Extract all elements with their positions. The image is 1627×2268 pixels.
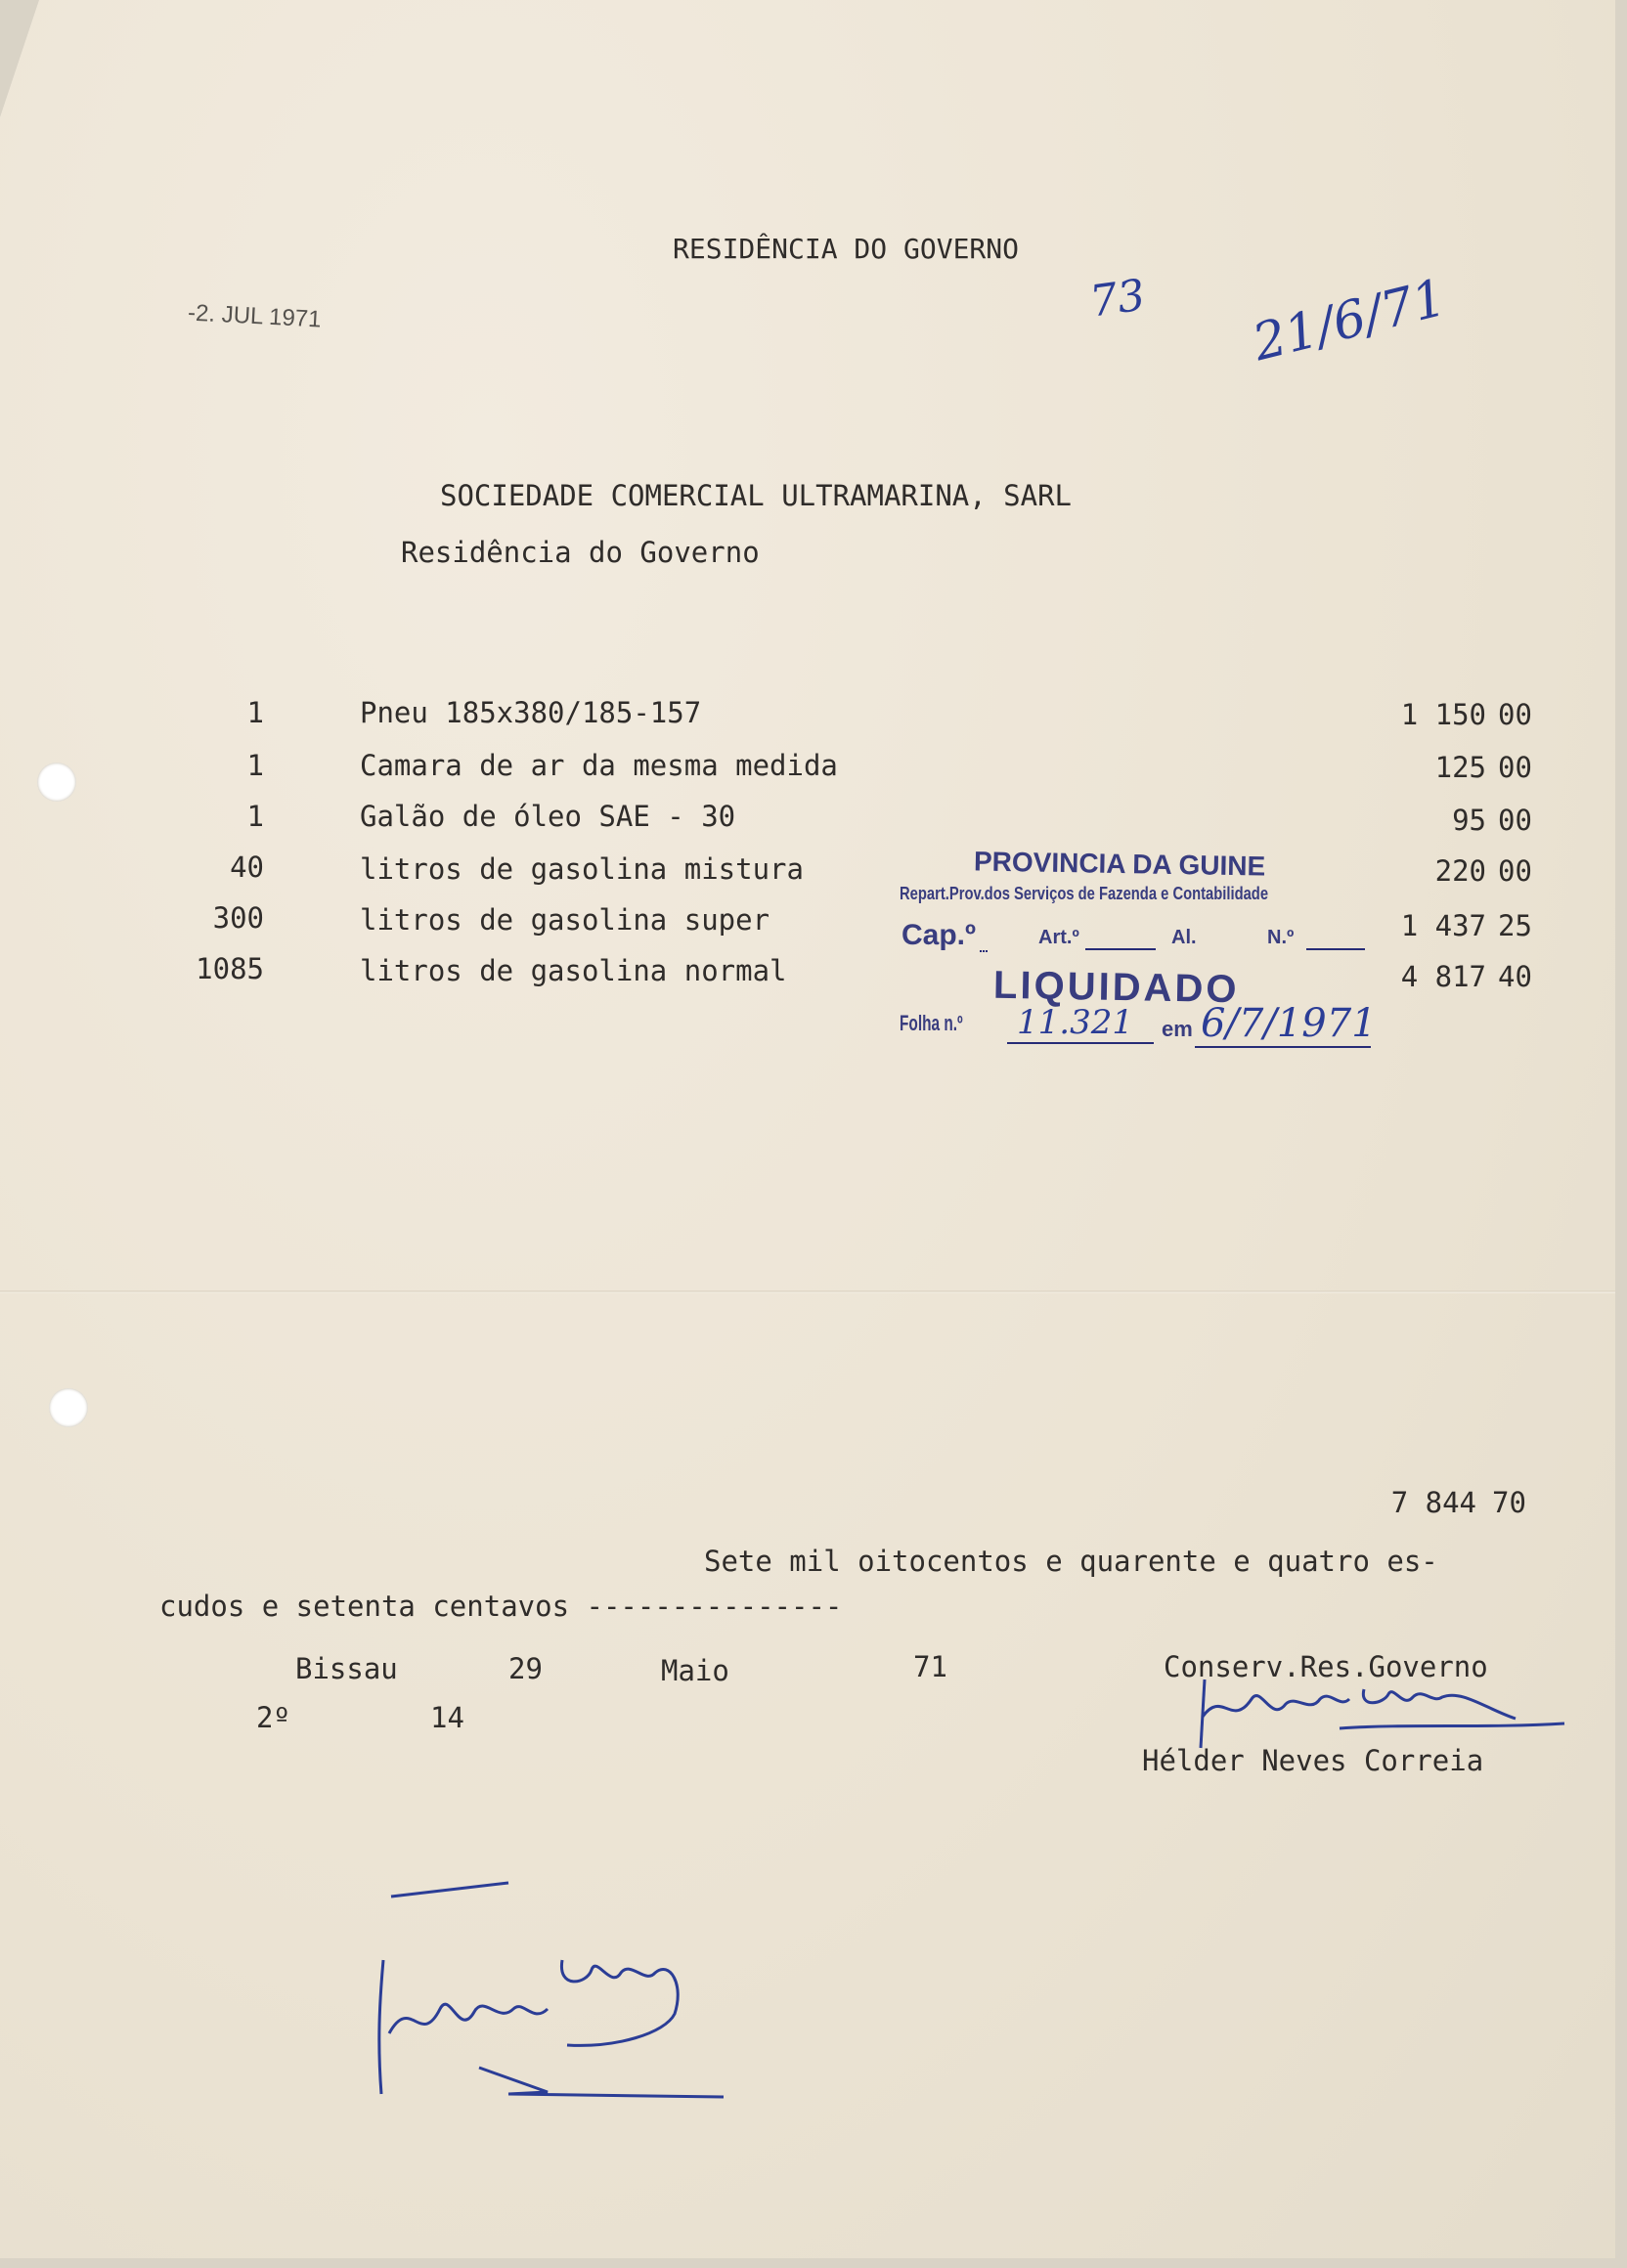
item-description: litros de gasolina super [360,903,770,937]
item-centavos: 25 [1498,909,1532,942]
stamp-date-value: 6/7/1971 [1201,1001,1377,1046]
item-description: Camara de ar da mesma medida [360,749,838,782]
stamp-art-line [1085,948,1156,950]
ref-left: 2º [256,1701,290,1734]
item-escudos: 220 [1434,854,1486,888]
ref-right: 14 [430,1701,464,1734]
stamp-folha-label: Folha n.º [900,1011,963,1035]
total-in-words-line2: cudos e setenta centavos --------------- [159,1590,843,1623]
total-escudos: 7 844 [1390,1486,1476,1519]
company-name: SOCIEDADE COMERCIAL ULTRAMARINA, SARL [440,479,1073,512]
stamp-cap-line [980,950,988,952]
signature-lower [362,1877,753,2131]
item-escudos: 4 817 [1400,960,1486,993]
item-description: Galão de óleo SAE - 30 [360,800,736,833]
stamp-folha-value: 11.321 [1017,1003,1133,1042]
item-centavos: 00 [1498,751,1532,784]
item-centavos: 00 [1498,804,1532,837]
stamp-art-label: Art.º [1038,927,1079,948]
paper-fold [0,1290,1615,1293]
item-qty: 1 [246,749,264,782]
signatory-name: Hélder Neves Correia [1142,1744,1484,1777]
torn-corner [0,0,39,117]
received-date-stamp: -2. JUL 1971 [187,299,323,333]
stamp-folha-line [1007,1042,1154,1044]
total-centavos: 70 [1492,1486,1526,1519]
punch-hole [37,763,76,802]
item-qty: 1085 [196,952,264,985]
date-day: 29 [508,1652,543,1685]
stamp-em-label: em [1162,1017,1193,1041]
stamp-status: LIQUIDADO [992,963,1240,1012]
stamp-n-line [1306,948,1365,950]
item-escudos: 95 [1452,804,1486,837]
item-qty: 300 [212,901,264,935]
item-escudos: 125 [1434,751,1486,784]
date-month: Maio [661,1654,729,1687]
item-centavos: 40 [1498,960,1532,993]
date-year: 71 [913,1650,947,1683]
item-description: litros de gasolina normal [360,954,787,987]
handwritten-number: 73 [1086,270,1149,327]
document-title: RESIDÊNCIA DO GOVERNO [673,233,1020,265]
item-centavos: 00 [1498,854,1532,888]
stamp-department: Repart.Prov.dos Serviços de Fazenda e Contabilidade [900,884,1269,903]
item-qty: 40 [230,850,264,884]
stamp-n-label: N.º [1267,927,1295,948]
item-escudos: 1 150 [1400,698,1486,731]
item-description: litros de gasolina mistura [360,852,804,886]
item-description: Pneu 185x380/185-157 [360,696,702,729]
place-city: Bissau [295,1652,398,1685]
stamp-date-line [1195,1046,1371,1048]
item-qty: 1 [246,696,264,729]
stamp-al-label: Al. [1171,927,1197,948]
signature-upper [1193,1670,1584,1758]
total-in-words-line1: Sete mil oitocentos e quarente e quatro es- [704,1545,1438,1578]
stamp-province: PROVINCIA DA GUINE [973,846,1266,882]
item-escudos: 1 437 [1400,909,1486,942]
stamp-cap-label: Cap.º [901,919,976,951]
punch-hole [49,1388,88,1427]
signatory-title: Conserv.Res.Governo [1164,1650,1488,1683]
item-centavos: 00 [1498,698,1532,731]
item-qty: 1 [246,800,264,833]
handwritten-date: 21/6/71 [1247,268,1452,373]
customer-name: Residência do Governo [401,536,760,569]
